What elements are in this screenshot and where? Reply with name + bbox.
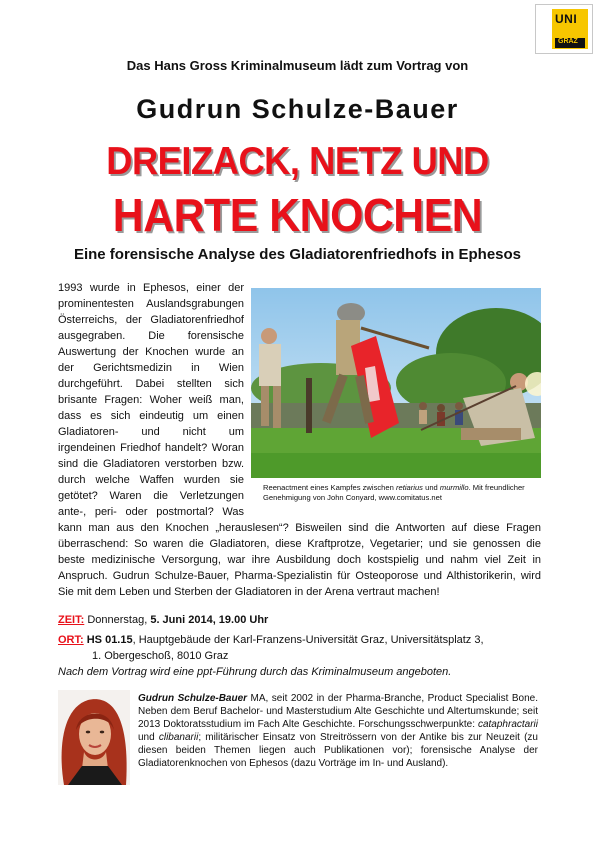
bio-name: Gudrun Schulze-Bauer — [138, 693, 248, 704]
place-room: HS 01.15 — [86, 634, 133, 646]
bio-text-2: und — [138, 732, 159, 743]
speaker-bio — [138, 692, 538, 770]
logo-text-uni: UNI — [555, 12, 578, 26]
title-line-2: HARTE KNOCHEN — [112, 189, 483, 241]
bio-text-1: MA, seit 2002 in der Pharma-Branche, Product Specialist Bone. Neben dem Beruf Bachelor- und Masterstudium Alte Geschichte und Altertumskunde; seit 2013 Doktoratsstudium im Fach Alte Geschichte. Forschungsschwerpunkte: — [138, 693, 538, 730]
subtitle: Eine forensische Analyse des Gladiatorenfriedhofs in Ephesos — [73, 246, 522, 263]
title-line-1: DREIZACK, NETZ UND — [106, 140, 489, 183]
logo-text-graz: GRAZ — [558, 38, 578, 45]
caption-retiarius: retiarius — [395, 483, 423, 492]
intro-line: Das Hans Gross Kriminalmuseum lädt zum Vortrag von — [126, 58, 469, 73]
bio-text-3: ; militärischer Einsatz von Streitrössern von der Antike bis zur Neuzeit (zu diesen beiden Themen liegen auch Publikationen vor); forensische Analyse der Gladiatorenknochen von Ephesos (dazu Vorträge im In- und Ausland). — [138, 732, 538, 769]
speaker-portrait — [58, 690, 130, 785]
place-label: ORT: — [58, 634, 84, 646]
caption-murmillo: murmillo — [439, 483, 469, 492]
place-row-2: 1. Obergeschoß, 8010 Graz — [92, 650, 229, 662]
reenactment-photo — [251, 288, 541, 478]
caption-text-and: und — [422, 483, 440, 492]
time-weekday: Donnerstag, — [84, 614, 151, 626]
time-label: ZEIT: — [58, 614, 85, 626]
bio-cataphractarii: cataphractarii — [477, 719, 538, 730]
place-address: , Hauptgebäude der Karl-Franzens-Universität Graz, Universitätsplatz 3, — [132, 634, 484, 646]
speaker-name: Gudrun Schulze-Bauer — [136, 94, 459, 124]
reenactment-photo-block — [251, 288, 541, 512]
caption-text: Reenactment eines Kampfes zwischen — [263, 483, 396, 492]
article-body — [58, 280, 541, 600]
body-paragraph: 1993 wurde in Ephesos, einer der prominentesten Auslandsgrabungen Österreichs, der Gladiatorenfriedhof ausgegraben. Die forensische Auswertung der Knochen wurde an der Gerichtsmedizin in Wien durchgeführt. Dabei stellten sich brisante Fragen: Woher weiß man, dass es sich eindeutig um einen Gladiatoren- und nicht um irgendeinen Friedhof handelt? Woran sind die Gladiatoren verstorben bzw. durch welche Waffen wurden sie getötet? Waren die Verletzungen ante-, peri- oder postmortal? Was kann man aus den Knochen „herauslesen“? Bisweilen sind die Antworten auf diese Fragen überraschend: So waren die Gladiatoren, diese Kraftprotze, Vegetarier; und sie genossen die beste medizinische Versorgung, war ihre Ausbildung doch kostspielig und nahm viel Zeit in Anspruch. Gudrun Schulze-Bauer, Pharma-Spezialistin für Osteoporose und Althistorikerin, wird Sie mit dem Leben und Sterben der Gladiatoren in der Arena vertraut machen! — [58, 282, 541, 598]
tour-note: Nach dem Vortrag wird eine ppt-Führung durch das Kriminalmuseum angeboten. — [58, 666, 452, 678]
uni-graz-logo — [535, 4, 593, 54]
caption-credit: . Mit freundlicher Genehmigung von John Conyard, www.comitatus.net — [263, 483, 525, 502]
bio-clibanarii: clibanarii — [158, 732, 199, 743]
photo-caption — [263, 483, 541, 503]
time-row — [58, 612, 268, 628]
time-value: 5. Juni 2014, 19.00 Uhr — [150, 614, 269, 626]
place-row — [58, 632, 484, 648]
